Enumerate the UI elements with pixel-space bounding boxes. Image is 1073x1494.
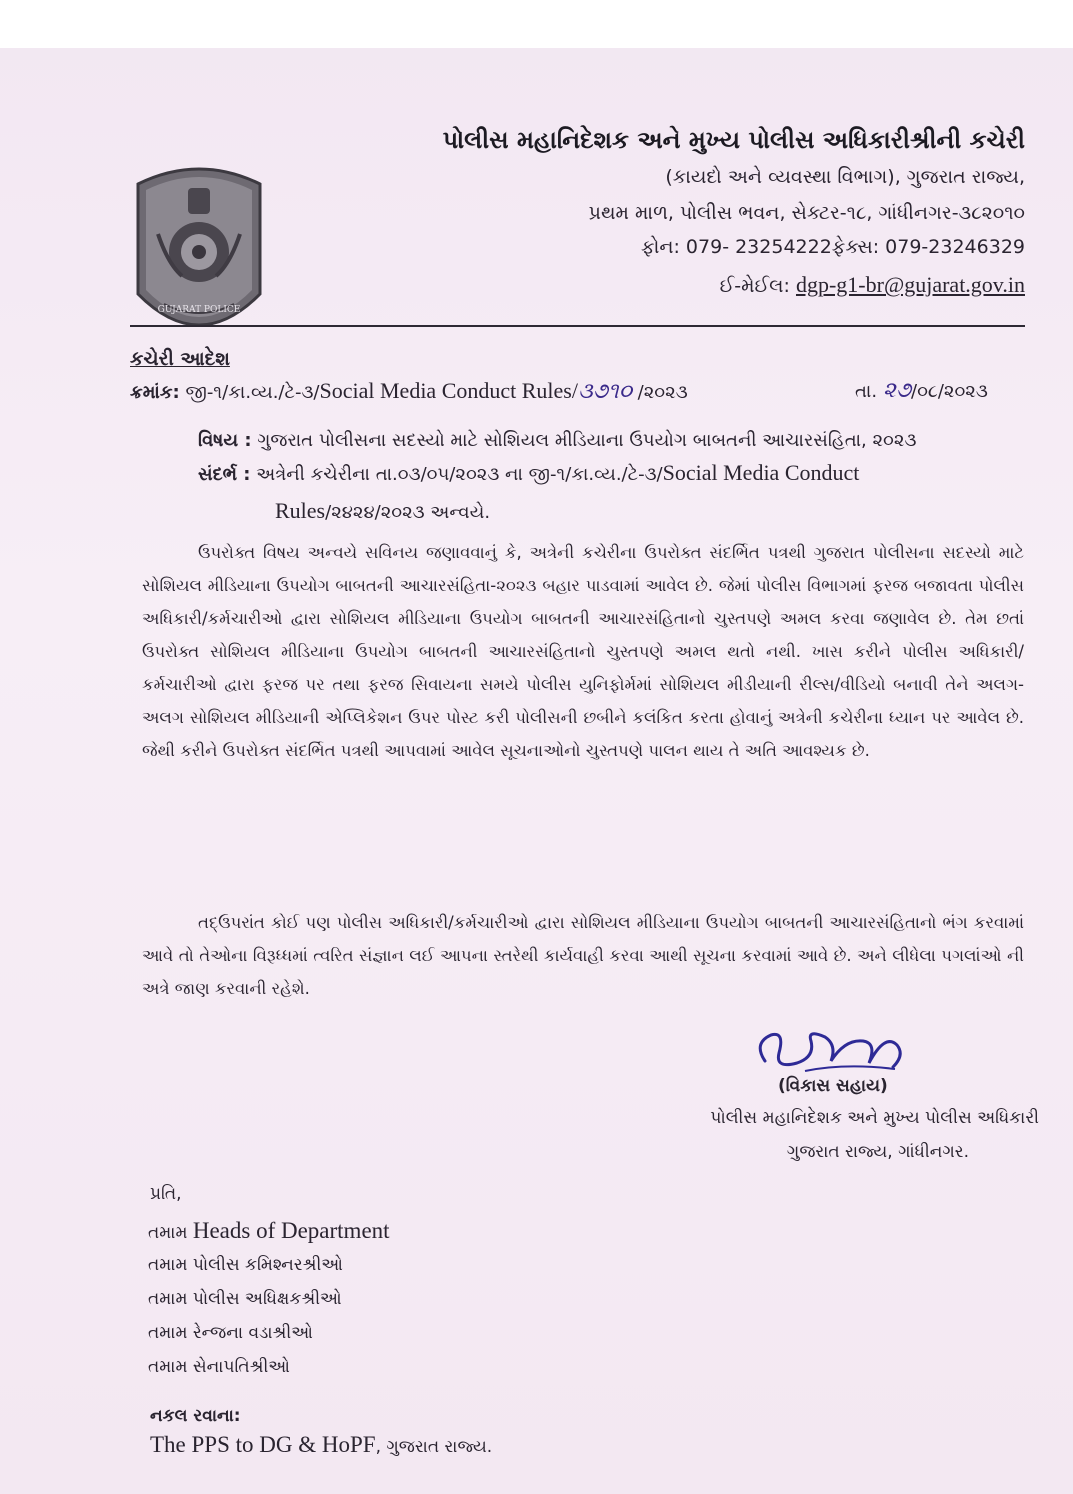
office-address: પ્રથમ માળ, પોલીસ ભવન, સેક્ટર-૧૮, ગાંધીનગર-૩૮૨૦૧૦ [588,202,1025,224]
order-number-rules: Social Media Conduct Rules/ [319,378,578,403]
subject-text: ગુજરાત પોલીસના સદસ્યો માટે સોશિયલ મીડિયાના ઉપયોગ બાબતની આચારસંહિતા, ૨૦૨૩ [257,430,917,451]
reference-rules-en: Rules [275,498,326,523]
reference-number: /૨૪૨૪/૨૦૨૩ અન્વયે. [325,502,491,523]
copy-to-en: The PPS to DG & HoPF [150,1432,376,1457]
copy-to-heading: નકલ રવાના: [150,1406,241,1426]
reference-line-2 [275,498,490,524]
copy-to-rest: , ગુજરાત રાજ્ય. [375,1437,493,1457]
email-address: dgp-g1-br@gujarat.gov.in [795,272,1025,297]
order-number [130,378,688,404]
top-margin [0,0,1073,48]
order-number-prefix: જી-૧/કા.વ્ય./ટે-૩/ [185,382,320,403]
email-label: ઈ-મેઈલ: [719,275,790,297]
subject-line [198,430,916,451]
recipients-list [148,1214,390,1384]
signatory-designation: પોલીસ મહાનિદેશક અને મુખ્ય પોલીસ અધિકારી [710,1108,1039,1128]
order-date-handwritten: ૨૭ [882,378,912,403]
office-phone-fax: ફોન: 079- 23254222ફેક્સ: 079-23246329 [641,236,1025,258]
order-number-suffix: /૨૦૨૩ [631,382,688,403]
order-date [855,378,988,403]
recipient-item: તમામ રેન્જના વડાશ્રીઓ [148,1323,313,1343]
office-email-line [720,272,1025,298]
copy-to-recipient [150,1432,492,1458]
recipients-heading: પ્રતિ, [150,1184,182,1204]
order-heading: કચેરી આદેશ [130,348,230,370]
order-date-label: તા. [855,381,878,402]
reference-text: અત્રેની કચેરીના તા.૦૩/૦૫/૨૦૨૩ ના જી-૧/કા.વ્ય./ટે-૩/ [256,464,663,485]
emblem-text: GUJARAT POLICE [157,305,241,315]
recipient-item: તમામ પોલીસ કમિશ્નરશ્રીઓ [148,1255,343,1275]
order-number-label: ક્રમાંક: [130,382,180,403]
header-divider [130,325,1025,327]
office-title: પોલીસ મહાનિદેશક અને મુખ્ય પોલીસ અધિકારીશ્રીની કચેરી [442,126,1025,154]
reference-line [198,460,859,486]
subject-label: વિષય : [198,430,252,451]
reference-text-en: Social Media Conduct [662,460,860,485]
reference-label: સંદર્ભ : [198,464,251,485]
order-date-rest: /૦૮/૨૦૨૩ [911,381,988,402]
letter-body [0,48,1073,1494]
recipient-item: તમામ Heads of Department [148,1218,390,1243]
body-paragraph-1: ઉપરોક્ત વિષય અન્વયે સવિનય જણાવવાનું કે, અત્રેની કચેરીના ઉપરોક્ત સંદર્ભિત પત્રથી ગુજરાત પોલીસના સદસ્યો માટે સોશિયલ મીડિયાના ઉપયોગ બાબતની આચારસંહિતા-૨૦૨૩ બહાર પાડવામાં આવેલ છે. જેમાં પોલીસ વિભાગમાં ફરજ બજાવતા પોલીસ અધિકારી/કર્મચારીઓ દ્વારા સોશિયલ મીડિયાના ઉપયોગ બાબતની આચારસંહિતાનો ચુસ્તપણે અમલ કરવા જણાવેલ છે. તેમ છતાં ઉપરોક્ત સોશિયલ મીડિયાના ઉપયોગ બાબતની આચારસંહિતાનો ચુસ્તપણે અમલ થતો નથી. ખાસ કરીને પોલીસ અધિકારી/કર્મચારીઓ દ્વારા ફરજ પર તથા ફરજ સિવાયના સમયે પોલીસ યુનિફોર્મમાં સોશિયલ મીડીયાની રીલ્સ/વીડિયો બનાવી તેને અલગ-અલગ સોશિયલ મીડિયાની એપ્લિકેશન ઉપર પોસ્ટ કરી પોલીસની છબીને કલંકિત કરતા હોવાનું અત્રેની કચેરીના ધ્યાન પર આવેલ છે. જેથી કરીને ઉપરોક્ત સંદર્ભિત પત્રથી આપવામાં આવેલ સૂચનાઓનો ચુસ્તપણે પાલન થાય તે અતિ આવશ્યક છે. [142,543,1024,760]
office-department: (કાયદો અને વ્યવસ્થા વિભાગ), ગુજરાત રાજ્ય, [665,166,1025,188]
order-number-handwritten: ૩૭૧૦ [577,379,632,404]
recipient-item: તમામ સેનાપતિશ્રીઓ [148,1357,290,1377]
signatory-location: ગુજરાત રાજ્ય, ગાંધીનગર. [786,1142,969,1162]
signatory-name: (વિકાસ સહાય) [778,1076,888,1096]
body-paragraph-2: તદ્ઉપરાંત કોઈ પણ પોલીસ અધિકારી/કર્મચારીઓ દ્વારા સોશિયલ મીડિયાના ઉપયોગ બાબતની આચારસંહિતાનો ભંગ કરવામાં આવે તો તેઓના વિરૂધ્ધમાં ત્વરિત સંજ્ઞાન લઈ આપના સ્તરેથી કાર્યવાહી કરવા આથી સૂચના કરવામાં આવે છે. અને લીધેલા પગલાંઓ ની અત્રે જાણ કરવાની રહેશે. [142,913,1024,998]
recipient-item: તમામ પોલીસ અધિક્ષકશ્રીઓ [148,1289,342,1309]
